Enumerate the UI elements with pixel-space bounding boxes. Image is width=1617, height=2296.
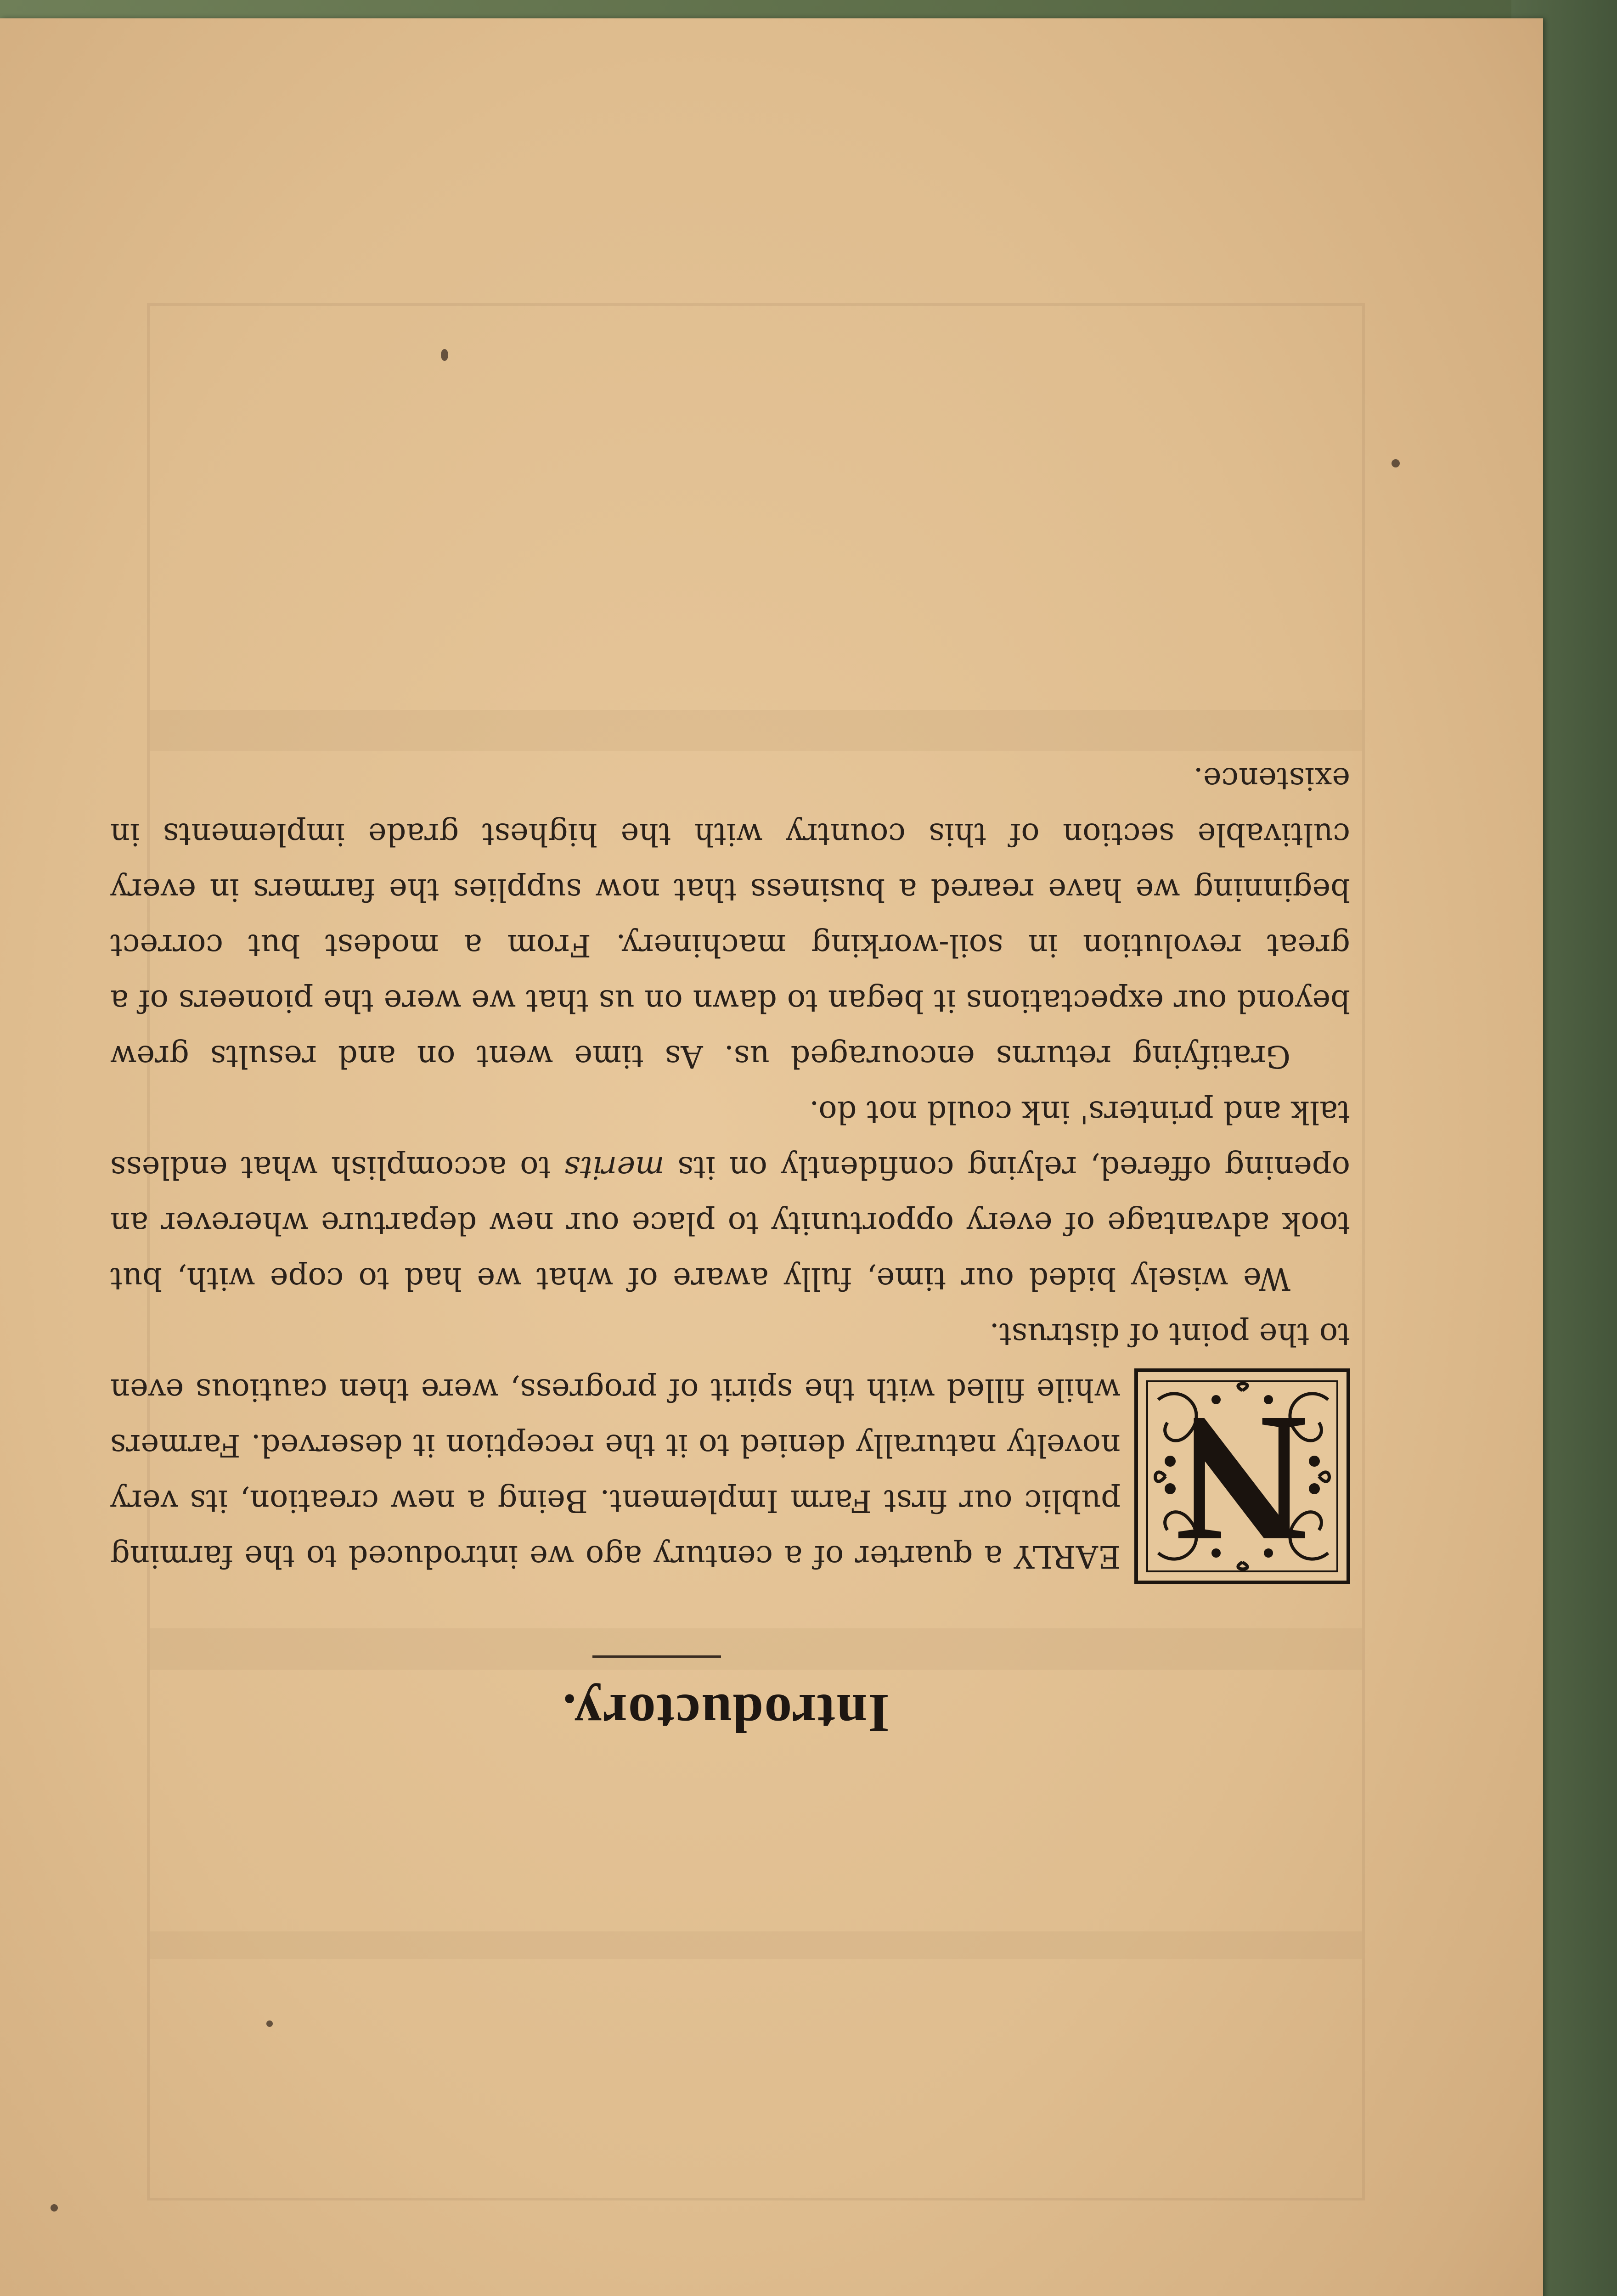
paragraph-3	[110, 751, 1350, 1084]
paragraph-1-lead: EARLY	[1014, 1539, 1121, 1575]
paragraph-1-text: a quarter of a century ago we introduced to the farming public our first Farm Implement. Being a new creation, its very novelty naturally denied to it the reception it deserved. Farmers while filled with the spirit of progress, were then cautious even to the point of distrust.	[110, 1317, 1350, 1575]
drop-cap-letter: N	[1176, 1378, 1309, 1581]
paragraph-2	[110, 1084, 1350, 1306]
paragraph-2-text-after: to accomplish what endless talk and printers' ink could not do.	[110, 1094, 1350, 1186]
inverted-print-area	[0, 18, 1543, 2296]
title-divider	[592, 1655, 721, 1658]
drop-cap-space	[1121, 1373, 1350, 1584]
paragraph-3-text: Gratifying returns encouraged us. As time went on and results grew beyond our expectations it began to dawn on us that we were the pioneers of a great revolution in soil-working machinery. From a modest but correct beginning we have reared a business that now supplies the farmers in every cultivable section of this country with the highest grade implements in existence.	[110, 761, 1350, 1075]
paper-sheet	[0, 18, 1543, 2296]
page-title: Introductory.	[562, 1683, 890, 1744]
introductory-body	[110, 751, 1350, 1584]
paragraph-2-text-before: We wisely bided our time, fully aware of what we had to cope with, but took advantage of every opportunity to place our new departure wherever an opening offered, relying confidently on its	[110, 1150, 1350, 1297]
paragraph-2-emphasis: merits	[564, 1150, 665, 1186]
paragraph-1	[110, 1306, 1350, 1584]
